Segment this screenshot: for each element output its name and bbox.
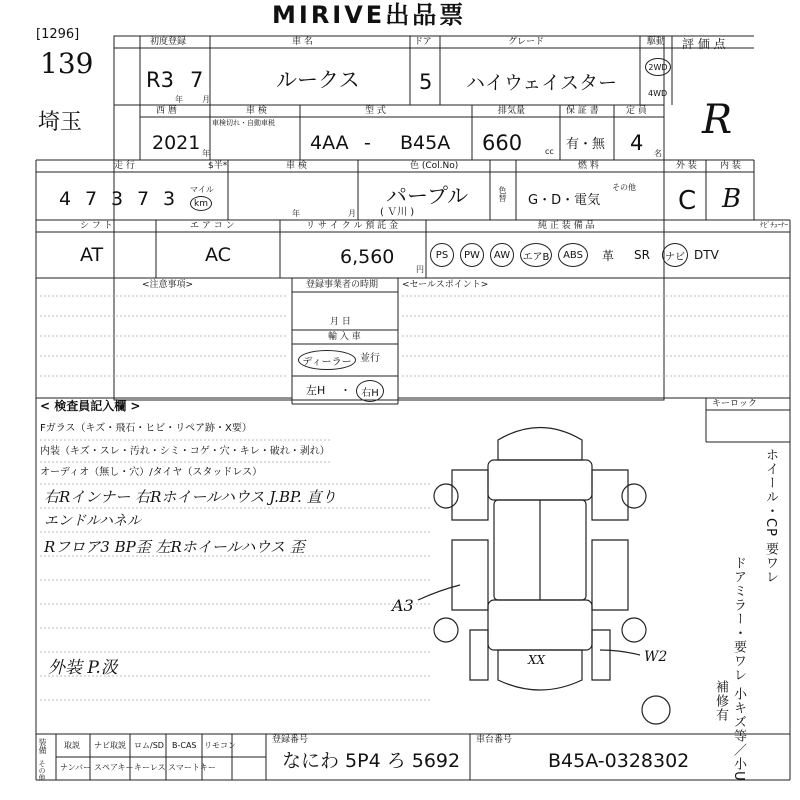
equipment-leather: 革 [601, 248, 614, 263]
interior-value: B [722, 184, 742, 214]
import-left: 左H [306, 384, 326, 397]
fuel-value: G・D・電気 [528, 193, 601, 208]
mileage-digits [54, 188, 180, 210]
equipment-aw: AW [490, 243, 514, 267]
equipment-list [430, 243, 719, 267]
mileage-digit: 7 [84, 188, 98, 210]
inspection-line3: オーディオ（無し・穴）/タイヤ（スタッドレス） [40, 467, 263, 478]
warranty-value: 有・無 [566, 137, 606, 152]
bottom-item-plate: ナンバー [60, 763, 92, 772]
katashiki-b: B45A [400, 132, 451, 154]
equipment-dtv: DTV [694, 248, 719, 262]
region: 埼玉 [38, 110, 83, 135]
car-name-label: 車 名 [292, 37, 313, 47]
shift-label: シ フ ト [80, 221, 113, 231]
diagram-a3: A3 [392, 596, 414, 615]
mileage-digit: 3 [110, 188, 124, 210]
fuel-label: 燃 料 [578, 161, 599, 171]
year-unit: 年 [175, 95, 183, 104]
hand-note-4: 外装 P.汲 [48, 658, 118, 678]
drive-2wd: 2WD [645, 58, 671, 76]
shaken-date-label: 車 検 [286, 161, 307, 171]
hand-note-3: Rフロア3 BP歪 左Rホイールハウス 歪 [44, 538, 305, 556]
import-dealer: ディーラー [298, 350, 356, 370]
inspection-line2: 内装（キズ・スレ・汚れ・シミ・コゲ・穴・キレ・破れ・剥れ） [40, 446, 330, 457]
equipment-sr: SR [634, 248, 650, 262]
reg-record-label: 登録事業者の時期 [306, 280, 379, 290]
mileage-label: 走 行 [114, 161, 135, 171]
drive-label: 駆動 [647, 37, 666, 47]
reg-plate-value: なにわ 5P4 ろ 5692 [282, 750, 461, 772]
sheet-title: MIRIVE出品票 [272, 1, 467, 29]
rating-label: 評 価 点 [682, 37, 726, 51]
diagram-w2: W2 [644, 649, 668, 665]
side-note-col1: ホイール・CP 要ワレ [762, 448, 778, 585]
mileage-digit: 7 [136, 188, 150, 210]
recycle-label: リ サ イ ク ル 預 託 金 [306, 221, 399, 231]
chassis-value: B45A-0328302 [548, 750, 690, 772]
color-value: パープル [386, 184, 469, 208]
mileage-digit: 4 [58, 188, 72, 210]
side-note-col3: 補修有 [712, 680, 728, 722]
inspection-line1: Fガラス（キズ・飛石・ヒビ・リペア跡・X要） [40, 423, 252, 434]
caution-label: <注意事項> [142, 280, 194, 290]
equipment-abs: ABS [558, 243, 588, 267]
hand-note-2: エンドルハネル [44, 513, 142, 529]
diagram-xx: XX [528, 653, 546, 667]
equipment-ps: PS [430, 243, 454, 267]
exterior-label: 外 装 [676, 161, 697, 171]
reg-plate-label: 登録番号 [272, 735, 309, 745]
fuel-other-label: その他 [612, 183, 636, 192]
yen-unit: 円 [416, 265, 424, 274]
bottom-item-rom-sd: ロム/SD [134, 741, 164, 750]
mileage-digit: 3 [162, 188, 176, 210]
lot-number: 139 [40, 47, 94, 80]
displacement-label: 排気量 [498, 106, 526, 116]
side-note-col2: ドアミラー・要ワレ 小キズ等／小U [730, 556, 746, 782]
capacity-value: 4 [630, 131, 644, 155]
person-unit: 名 [654, 149, 662, 158]
grade-value: ハイウェイスター [466, 72, 618, 94]
import-car-label: 輸 入 車 [328, 332, 361, 342]
month-day-label: 月 日 [330, 317, 351, 327]
equipment-navi: ナビ [662, 243, 688, 267]
first-reg-label: 初度登録 [150, 37, 187, 47]
capacity-label: 定 員 [626, 106, 647, 116]
shaken-label: 車 検 [246, 106, 267, 116]
aircon-label: エ ア コ ン [190, 221, 235, 231]
sales-point-label: <セールスポイント> [402, 280, 489, 290]
import-dot: ・ [340, 384, 351, 397]
bottom-tag-top: 装備 [38, 738, 47, 754]
shaken-month-unit: 月 [348, 209, 356, 218]
katashiki-label: 型 式 [365, 106, 386, 116]
warranty-label: 保 証 書 [566, 106, 599, 116]
bottom-item-smart-key: スマートキー [168, 763, 216, 772]
katashiki-a: 4AA [310, 132, 349, 154]
hi-label: 年 [202, 149, 210, 158]
drive-4wd: 4WD [648, 89, 668, 98]
doors-value: 5 [419, 70, 433, 94]
katashiki-sep: - [364, 132, 371, 154]
year-value: 2021 [152, 132, 201, 154]
km-unit: km [190, 196, 212, 211]
lot-tag: [1296] [36, 27, 80, 42]
key-lock-label: キーロック [712, 399, 757, 409]
inspector-label: < 検査員記入欄 > [40, 399, 141, 413]
era-value: R3 [146, 68, 174, 92]
equipment-airbag: エアB [520, 243, 552, 267]
aircon-value: AC [205, 244, 231, 266]
month-unit: 月 [202, 95, 210, 104]
equipment-label: 純 正 装 備 品 [538, 221, 595, 231]
color-label: 色 (Col.No) [410, 161, 459, 171]
bottom-tag-bottom: その他 [38, 760, 46, 781]
rating-value: R [702, 97, 733, 143]
mile-unit: マイル [190, 185, 214, 194]
meter-change-label: $半* [208, 161, 228, 171]
bottom-item-keyless: キーレス [134, 763, 166, 772]
equipment-pw: PW [460, 243, 484, 267]
bottom-item-navi-manual: ナビ取説 [94, 741, 126, 750]
navi-tuner-label: ﾅﾋﾞﾁｭｰﾅｰ [760, 221, 788, 229]
month-value: 7 [190, 68, 204, 92]
shift-value: AT [80, 244, 104, 266]
import-parallel: 並行 [360, 353, 380, 364]
car-name-value: ルークス [276, 68, 360, 92]
bottom-item-spare-key: スペアキー [94, 763, 134, 772]
grade-label: グレード [508, 37, 545, 47]
color-change-label: 色替 [498, 186, 507, 202]
cc-unit: cc [545, 147, 554, 156]
recycle-value: 6,560 [340, 246, 395, 268]
displacement-value: 660 [482, 131, 523, 155]
bottom-item-bcas: B-CAS [172, 741, 197, 750]
seireki-label: 西 暦 [156, 106, 177, 116]
doors-label: ドア [414, 37, 432, 47]
hand-note-1: 右Rインナー 右Rホイールハウス J.BP. 直り [44, 488, 337, 506]
interior-label: 内 装 [720, 161, 741, 171]
color-code: ( Ｖ川 ) [380, 207, 415, 218]
import-right: 右H [356, 380, 384, 402]
shaken-year-unit: 年 [292, 209, 300, 218]
shaken-note: 車検切れ・自動車税 [212, 119, 275, 127]
bottom-item-remote: リモコン [204, 741, 236, 750]
chassis-label: 車台番号 [476, 735, 513, 745]
bottom-item-manual: 取説 [64, 741, 80, 750]
exterior-value: C [678, 186, 697, 216]
